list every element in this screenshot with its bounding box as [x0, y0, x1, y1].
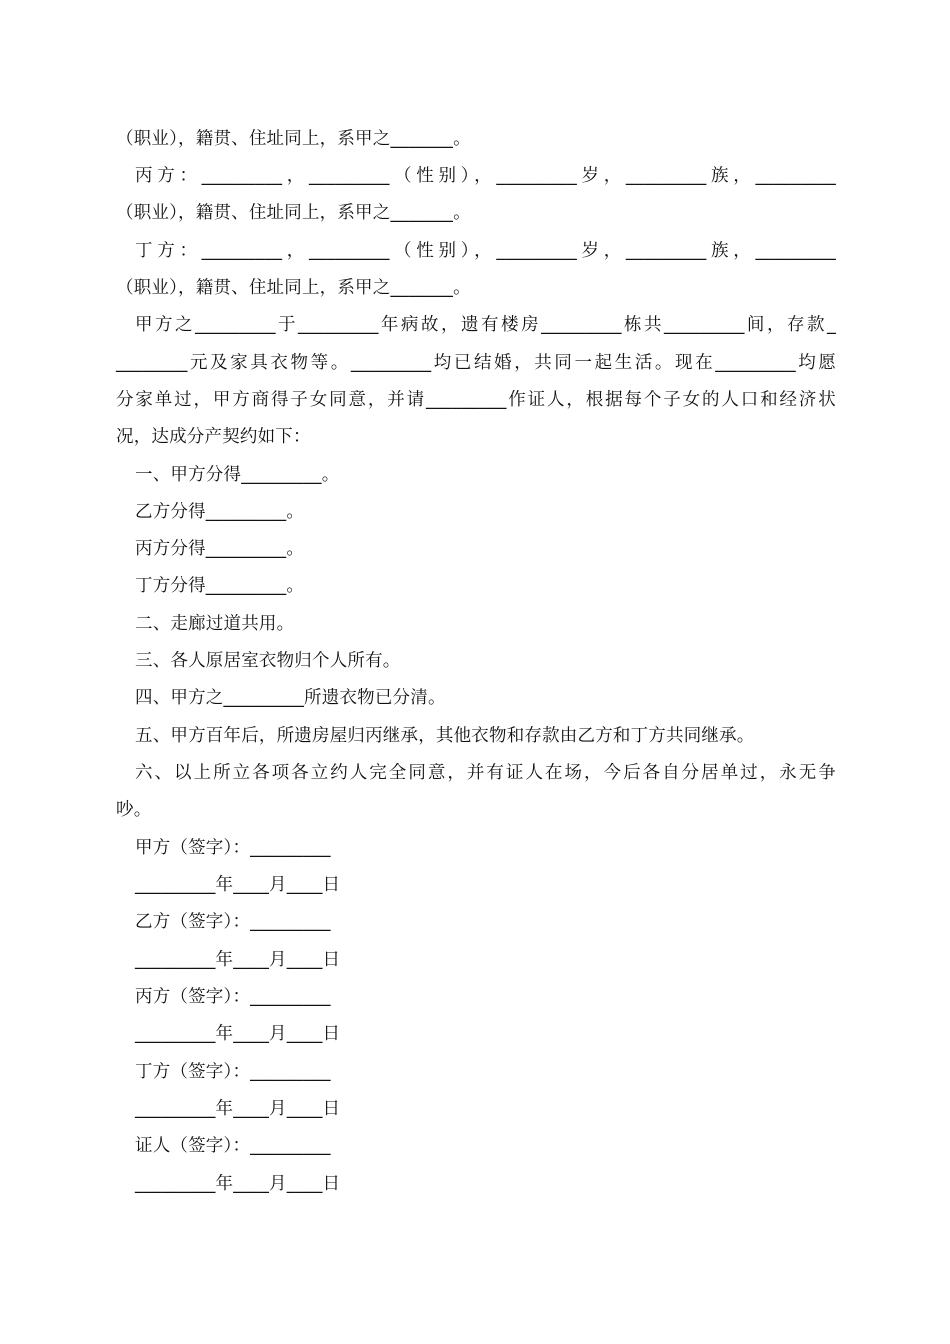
- text-line-8: 分家单过，甲方商得子女同意，并请_________作证人，根据每个子女的人口和经济状: [116, 390, 836, 410]
- text-line-17: 五、甲方百年后，所遗房屋归丙继承，其他衣物和存款由乙方和丁方共同继承。: [135, 726, 755, 746]
- text-line-4: 丁方：_________，_________（性别），_________岁，_________族，_________: [135, 241, 836, 261]
- text-line-7: ________元及家具衣物等。_________均已结婚，共同一起生活。现在_________均愿: [116, 353, 836, 373]
- text-line-19: 吵。: [116, 800, 152, 820]
- signature-line-2: 乙方（签字）：_________: [135, 912, 331, 932]
- text-line-6: 甲方之_________于_________年病故，遗有楼房_________栋共_________间，存款_: [135, 315, 836, 335]
- signature-line-3: 丙方（签字）：_________: [135, 987, 331, 1007]
- text-line-11: 乙方分得_________。: [135, 502, 305, 522]
- text-line-14: 二、走廊过道共用。: [135, 614, 295, 634]
- date-line-3: _________年____月____日: [135, 1024, 341, 1044]
- text-line-5: （职业），籍贯、住址同上，系甲之_______。: [116, 278, 471, 298]
- text-line-1: （职业），籍贯、住址同上，系甲之_______。: [116, 129, 471, 149]
- signature-line-1: 甲方（签字）：_________: [135, 838, 331, 858]
- text-line-16: 四、甲方之_________所遗衣物已分清。: [135, 688, 446, 708]
- date-line-2: _________年____月____日: [135, 950, 341, 970]
- text-line-3: （职业），籍贯、住址同上，系甲之_______。: [116, 203, 471, 223]
- text-line-13: 丁方分得_________。: [135, 576, 305, 596]
- date-line-1: _________年____月____日: [135, 875, 341, 895]
- text-line-9: 况，达成分产契约如下：: [116, 427, 311, 447]
- text-line-18: 六、以上所立各项各立约人完全同意，并有证人在场，今后各自分居单过，永无争: [135, 763, 836, 783]
- date-line-5: _________年____月____日: [135, 1174, 341, 1194]
- text-line-15: 三、各人原居室衣物归个人所有。: [135, 651, 401, 671]
- text-line-10: 一、甲方分得_________。: [135, 465, 340, 485]
- signature-line-5: 证人（签字）：_________: [135, 1136, 331, 1156]
- date-line-4: _________年____月____日: [135, 1099, 341, 1119]
- text-line-12: 丙方分得_________。: [135, 539, 305, 559]
- text-line-2: 丙方：_________，_________（性别），_________岁，_________族，_________: [135, 166, 836, 186]
- signature-line-4: 丁方（签字）：_________: [135, 1062, 331, 1082]
